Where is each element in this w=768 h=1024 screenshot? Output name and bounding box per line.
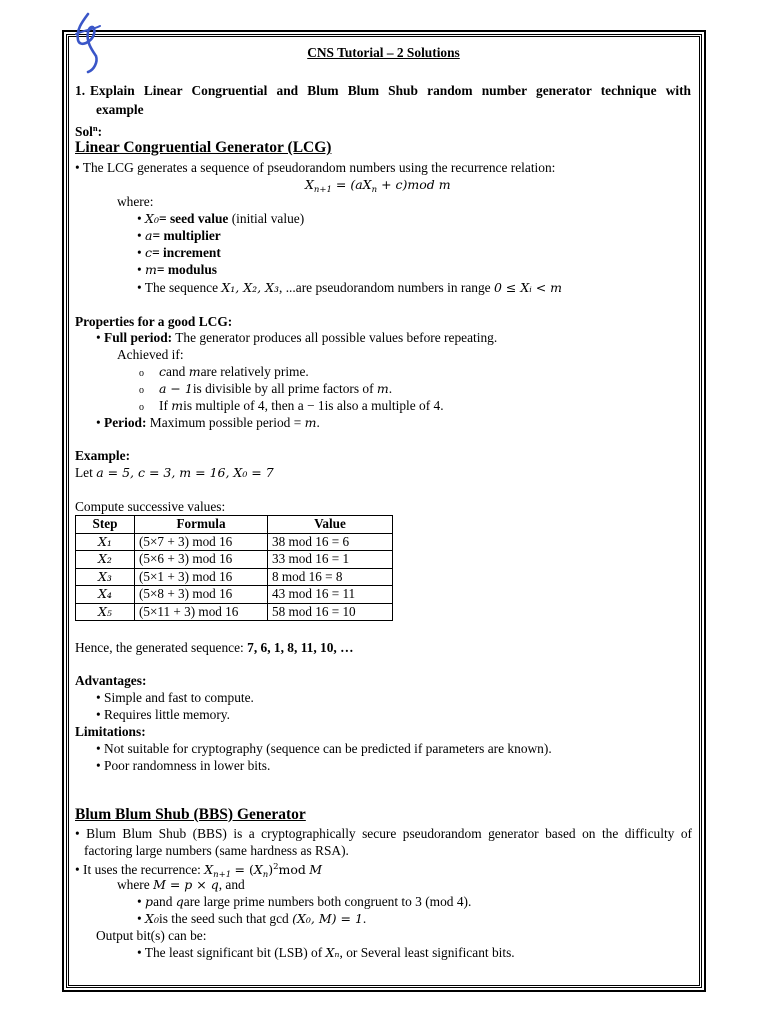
hence-sequence: Hence, the generated sequence: 7, 6, 1, 8, 11, 10, …: [75, 640, 354, 655]
where-label: where:: [117, 194, 154, 209]
solution-label: Sol$^n$:: [75, 123, 103, 139]
bbs-heading: Blum Blum Shub (BBS) Generator: [75, 806, 306, 823]
bbs-primes: • pand qare large prime numbers both congruent to 3 (mod 4).: [137, 894, 472, 909]
table-header-row: [76, 516, 393, 534]
period: • Period: Maximum possible period = m.: [96, 415, 320, 430]
col-step: Step: [76, 516, 135, 534]
condition-1: o cand mare relatively prime.: [139, 364, 309, 379]
def-modulus: • m= modulus: [137, 262, 218, 277]
advantages-heading: Advantages:: [75, 673, 147, 688]
bbs-recurrence: • It uses the recurrence: $X_{n+1} = (X_n)^2mod$ M: [75, 862, 323, 880]
bbs-intro-line-2: factoring large numbers (same hardness as RSA).: [84, 843, 349, 858]
table-row: X₄ (5×8 + 3) mod 16 43 mod 16 = 11: [76, 586, 393, 604]
lcg-steps-table: [75, 515, 393, 621]
condition-2: o a − 1is divisible by all prime factors of m.: [139, 381, 393, 396]
advantage-item: • Simple and fast to compute.: [96, 690, 254, 705]
properties-heading: Properties for a good LCG:: [75, 314, 233, 329]
question-number: 1.: [75, 83, 86, 98]
table-row: X₂ (5×6 + 3) mod 16 33 mod 16 = 1: [76, 551, 393, 569]
col-formula: Formula: [135, 516, 268, 534]
bbs-lsb: • The least significant bit (LSB) of Xₙ, or Several least significant bits.: [137, 945, 515, 960]
achieved-if: Achieved if:: [117, 347, 184, 362]
lcg-formula: $X_{n+1} = (aX_n + c)mod$ m: [305, 177, 451, 195]
sequence-range: • The sequence X₁, X₂, X₃, ...are pseudorandom numbers in range 0 ≤ Xᵢ < m: [137, 280, 563, 295]
col-value: Value: [268, 516, 393, 534]
question-1: [75, 82, 692, 99]
table-row: X₁ (5×7 + 3) mod 16 38 mod 16 = 6: [76, 533, 393, 551]
lcg-heading: Linear Congruential Generator (LCG): [75, 139, 332, 156]
bbs-where: where M = p × q, and: [117, 877, 245, 892]
full-period: • Full period: The generator produces all possible values before repeating.: [96, 330, 498, 345]
advantage-item: • Requires little memory.: [96, 707, 230, 722]
limitations-heading: Limitations:: [75, 724, 146, 739]
table-row: X₅ (5×11 + 3) mod 16 58 mod 16 = 10: [76, 603, 393, 621]
example-params: Let a = 5, c = 3, m = 16, X₀ = 7: [75, 465, 274, 480]
question-line-1: Explain Linear Congruential and Blum Blum Shub random number generator technique with: [90, 83, 691, 98]
condition-3: o If mis multiple of 4, then a − 1is also a multiple of 4.: [139, 398, 444, 413]
question-line-2: example: [96, 102, 144, 117]
def-seed: • X₀= seed value (initial value): [137, 211, 305, 226]
lcg-intro: • The LCG generates a sequence of pseudorandom numbers using the recurrence relation:: [75, 160, 556, 175]
def-increment: • c= increment: [137, 245, 221, 260]
page-title: CNS Tutorial – 2 Solutions: [307, 45, 460, 60]
example-heading: Example:: [75, 448, 131, 463]
limitation-item: • Not suitable for cryptography (sequence can be predicted if parameters are known).: [96, 741, 552, 756]
compute-label: Compute successive values:: [75, 499, 226, 514]
bbs-intro-line-1: • Blum Blum Shub (BBS) is a cryptographically secure pseudorandom generator based on the difficulty of: [75, 826, 692, 841]
bbs-seed: • X₀is the seed such that gcd (X₀, M) = 1.: [137, 911, 367, 926]
bbs-output-label: Output bit(s) can be:: [96, 928, 207, 943]
limitation-item: • Poor randomness in lower bits.: [96, 758, 271, 773]
def-multiplier: • a= multiplier: [137, 228, 221, 243]
table-row: X₃ (5×1 + 3) mod 16 8 mod 16 = 8: [76, 568, 393, 586]
